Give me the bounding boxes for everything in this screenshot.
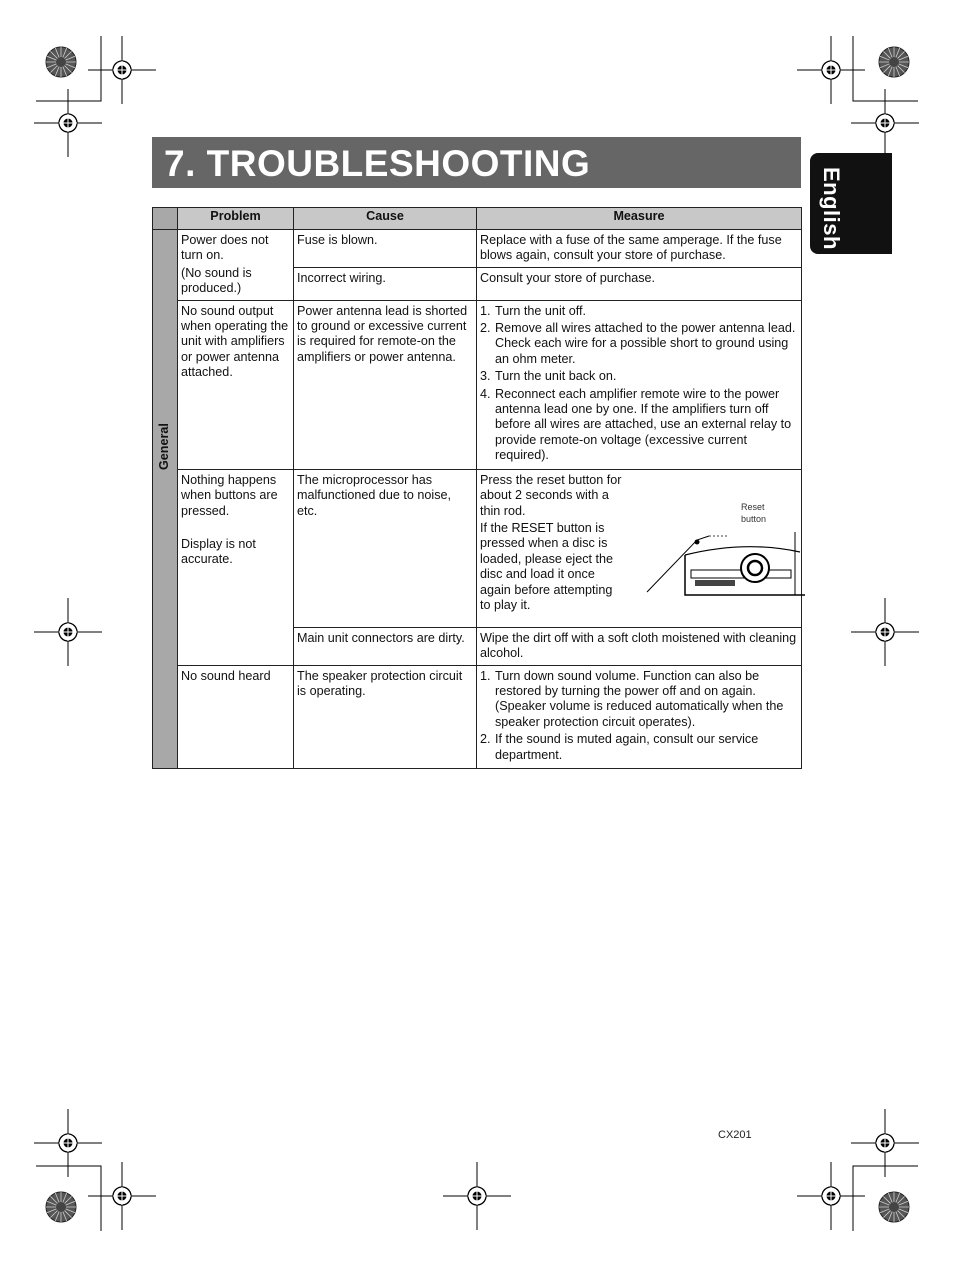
header-problem: Problem — [178, 208, 294, 230]
problem-text: Power does not turn on. — [181, 233, 269, 263]
category-cell — [153, 230, 178, 769]
table-row — [153, 665, 802, 768]
measure-cell — [477, 665, 802, 768]
cause-cell: Power antenna lead is shorted to ground or excessive current is required for remote-on the amplifiers or power antenna. — [294, 300, 477, 469]
list-item: 1. Turn down sound volume. Function can also be restored by turning the power off and on again. (Speaker volume is reduced automatically when the speaker protection circuit operates). — [480, 669, 798, 731]
table-row — [153, 300, 802, 469]
color-target-icon — [46, 47, 76, 77]
measure-text: If the RESET button is pressed when a disc is loaded, please eject the disc and load it once again before attempting to play it. — [480, 520, 614, 612]
registration-mark-icon — [34, 89, 102, 157]
registration-mark-icon — [851, 598, 919, 666]
header-cause: Cause — [294, 208, 477, 230]
registration-mark-icon — [34, 1109, 102, 1177]
cause-cell: The speaker protection circuit is operating. — [294, 665, 477, 768]
cause-cell: Main unit connectors are dirty. — [294, 627, 477, 665]
model-number: CX201 — [718, 1129, 752, 1141]
header-measure: Measure — [477, 208, 802, 230]
problem-cell — [178, 230, 294, 301]
problem-cell: No sound heard — [178, 665, 294, 768]
troubleshooting-table — [152, 207, 802, 769]
cause-cell: Incorrect wiring. — [294, 268, 477, 300]
table-header-row — [153, 208, 802, 230]
color-target-icon — [879, 47, 909, 77]
registration-mark-icon — [34, 598, 102, 666]
page-title: 7. TROUBLESHOOTING — [164, 143, 591, 184]
registration-mark-icon — [797, 1162, 865, 1230]
measure-text: Press the reset button for about 2 seconds with a thin rod. — [480, 472, 622, 518]
registration-mark-icon — [851, 89, 919, 157]
problem-cell — [178, 469, 294, 665]
problem-cell: No sound output when operating the unit with amplifiers or power antenna attached. — [178, 300, 294, 469]
list-item: 4. Reconnect each amplifier remote wire to the power antenna lead one by one. If the amplifiers turn off before all wires are attached, use an external relay to provide remote-on voltage (excessive current required). — [480, 387, 798, 464]
reset-button-label: Reset button — [741, 501, 767, 524]
language-tab-label: English — [819, 167, 844, 250]
problem-text: (No sound is produced.) — [181, 265, 252, 296]
cause-cell: The microprocessor has malfunctioned due to noise, etc. — [294, 469, 477, 627]
table-row — [153, 469, 802, 627]
measure-cell: Replace with a fuse of the same amperage. If the fuse blows again, consult your store of purchase. — [477, 230, 802, 268]
section-title-bar — [152, 137, 801, 188]
header-blank-cell — [153, 208, 178, 230]
measure-cell: Consult your store of purchase. — [477, 268, 802, 300]
registration-mark-icon — [88, 1162, 156, 1230]
list-item: 3. Turn the unit back on. — [480, 369, 798, 384]
registration-mark-icon — [443, 1162, 511, 1230]
list-item: 1. Turn the unit off. — [480, 304, 798, 319]
registration-mark-icon — [88, 36, 156, 104]
problem-text: Nothing happens when buttons are pressed. — [181, 472, 278, 518]
reset-instructions — [480, 473, 626, 614]
cause-cell: Fuse is blown. — [294, 230, 477, 268]
measure-steps — [480, 669, 798, 763]
car-stereo-unit-icon — [645, 500, 805, 600]
measure-steps — [480, 304, 798, 464]
measure-cell: Wipe the dirt off with a soft cloth moistened with cleaning alcohol. — [477, 627, 802, 665]
registration-mark-icon — [797, 36, 865, 104]
language-tab — [810, 153, 892, 254]
color-target-icon — [46, 1192, 76, 1222]
measure-cell — [477, 300, 802, 469]
list-item: 2. If the sound is muted again, consult our service department. — [480, 732, 798, 763]
measure-cell — [477, 469, 802, 627]
registration-mark-icon — [851, 1109, 919, 1177]
problem-text: Display is not accurate. — [181, 536, 256, 567]
table-row — [153, 230, 802, 268]
category-label: General — [157, 423, 171, 470]
color-target-icon — [879, 1192, 909, 1222]
list-item: 2. Remove all wires attached to the power antenna lead. Check each wire for a possible short to ground using an ohm meter. — [480, 321, 798, 367]
